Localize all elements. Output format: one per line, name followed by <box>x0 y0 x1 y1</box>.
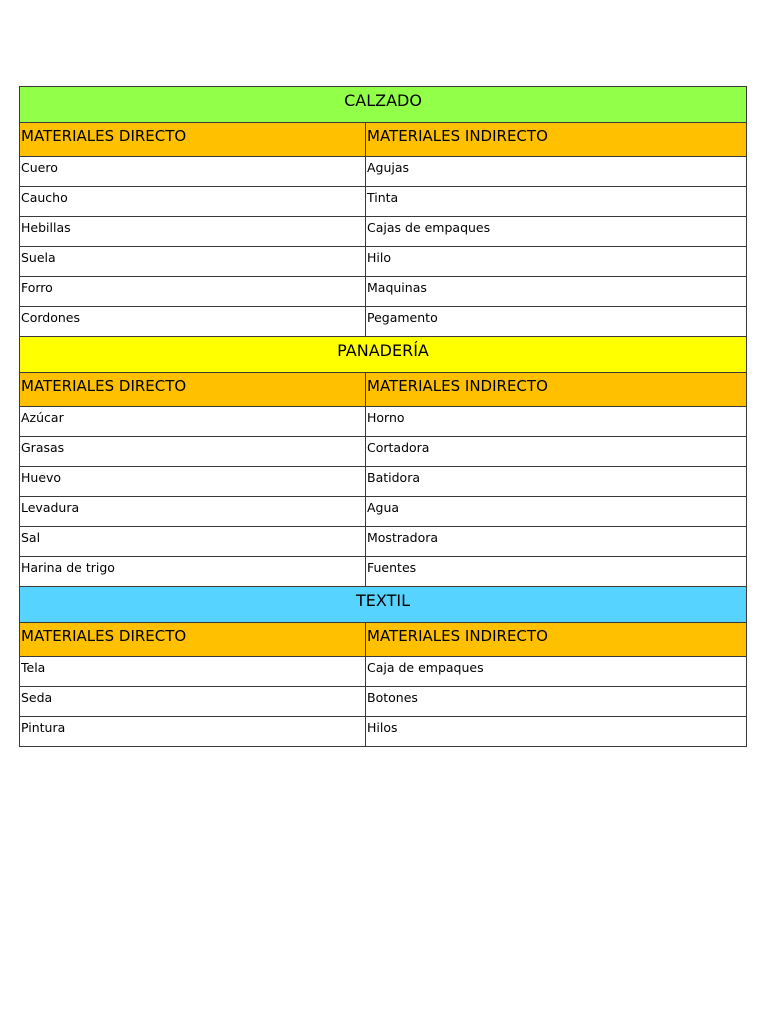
section-title-row-textil <box>20 587 747 623</box>
table-row <box>20 467 747 497</box>
direct-material-cell: Tela <box>20 657 366 687</box>
materials-table <box>19 86 747 747</box>
indirect-material-cell: Cajas de empaques <box>366 217 747 247</box>
indirect-material-cell: Agua <box>366 497 747 527</box>
column-header-indirect: MATERIALES INDIRECTO <box>366 373 747 407</box>
column-header-row-panaderia <box>20 373 747 407</box>
indirect-material-cell: Batidora <box>366 467 747 497</box>
indirect-material-cell: Mostradora <box>366 527 747 557</box>
table-row <box>20 527 747 557</box>
section-title: PANADERÍA <box>337 341 429 360</box>
indirect-material-cell: Fuentes <box>366 557 747 587</box>
section-title-row-calzado <box>20 87 747 123</box>
direct-material-cell: Cordones <box>20 307 366 337</box>
table-row <box>20 217 747 247</box>
section-title-row-panaderia <box>20 337 747 373</box>
section-title-cell <box>20 87 747 123</box>
direct-material-cell: Caucho <box>20 187 366 217</box>
direct-material-cell: Sal <box>20 527 366 557</box>
indirect-material-cell: Horno <box>366 407 747 437</box>
column-header-row-calzado <box>20 123 747 157</box>
column-header-direct: MATERIALES DIRECTO <box>20 373 366 407</box>
indirect-material-cell: Pegamento <box>366 307 747 337</box>
direct-material-cell: Seda <box>20 687 366 717</box>
table-row <box>20 247 747 277</box>
section-title-cell <box>20 337 747 373</box>
table-row <box>20 437 747 467</box>
direct-material-cell: Cuero <box>20 157 366 187</box>
direct-material-cell: Azúcar <box>20 407 366 437</box>
indirect-material-cell: Caja de empaques <box>366 657 747 687</box>
column-header-indirect: MATERIALES INDIRECTO <box>366 623 747 657</box>
column-header-direct: MATERIALES DIRECTO <box>20 623 366 657</box>
table-row <box>20 407 747 437</box>
direct-material-cell: Levadura <box>20 497 366 527</box>
table-row <box>20 187 747 217</box>
materials-table-body <box>20 87 747 747</box>
direct-material-cell: Forro <box>20 277 366 307</box>
indirect-material-cell: Hilos <box>366 717 747 747</box>
table-row <box>20 497 747 527</box>
direct-material-cell: Harina de trigo <box>20 557 366 587</box>
column-header-direct: MATERIALES DIRECTO <box>20 123 366 157</box>
table-row <box>20 277 747 307</box>
direct-material-cell: Huevo <box>20 467 366 497</box>
indirect-material-cell: Tinta <box>366 187 747 217</box>
column-header-row-textil <box>20 623 747 657</box>
section-title: CALZADO <box>344 91 422 110</box>
indirect-material-cell: Botones <box>366 687 747 717</box>
direct-material-cell: Hebillas <box>20 217 366 247</box>
table-row <box>20 717 747 747</box>
table-row <box>20 307 747 337</box>
section-title-cell <box>20 587 747 623</box>
direct-material-cell: Pintura <box>20 717 366 747</box>
table-row <box>20 657 747 687</box>
indirect-material-cell: Hilo <box>366 247 747 277</box>
column-header-indirect: MATERIALES INDIRECTO <box>366 123 747 157</box>
table-row <box>20 687 747 717</box>
table-row <box>20 157 747 187</box>
indirect-material-cell: Maquinas <box>366 277 747 307</box>
indirect-material-cell: Agujas <box>366 157 747 187</box>
direct-material-cell: Suela <box>20 247 366 277</box>
section-title: TEXTIL <box>356 591 410 610</box>
table-row <box>20 557 747 587</box>
direct-material-cell: Grasas <box>20 437 366 467</box>
indirect-material-cell: Cortadora <box>366 437 747 467</box>
